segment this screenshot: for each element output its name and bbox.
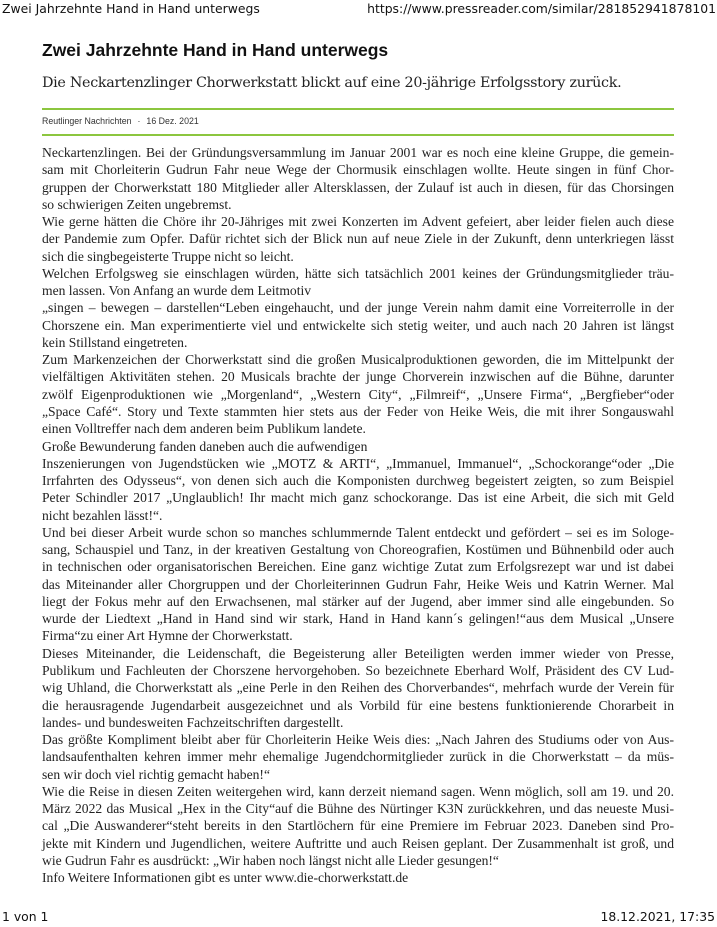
article-line: nicht bezahlen lässt!“. (42, 507, 163, 523)
article-line: Zum Markenzeichen der Chorwerkstatt sind die großen Musicalproduktionen geworden, die im Mittelpunkt der (42, 352, 674, 368)
bottom-divider (42, 134, 674, 136)
article-subtitle: Die Neckartenzlinger Chorwerkstatt blickt auf eine 20-jährige Erfolgsstory zurück. (42, 75, 622, 91)
article-line: landsaufenthalten kehren immer mehr ehemalige Jugendchormitglieder zurück in die Chorwerkstatt – da müs- (42, 749, 674, 765)
article-line: Welchen Erfolgsweg sie einschlagen würden, hätte sich tatsächlich 2001 keines der Gründungsmitglieder träu- (42, 265, 674, 281)
article-line: sang, Schauspiel und Tanz, in der kreativen Gestaltung von Choreografien, Kostümen und Bühnenbild oder auch (42, 542, 674, 558)
print-header (0, 0, 717, 18)
article-line: cal „Die Auswanderer“steht bereits in den Startlöchern für eine Premiere im Februar 2023. Daneben sind Pro- (42, 818, 674, 834)
article-line: Chorszene ein. Man experimentierte viel und entwickelte sich stetig weiter, und auch nach 20 Jahren ist längst (42, 317, 674, 333)
article-line: liegt der Fokus mehr auf den Erwachsenen, mal stärker auf der Jugend, aber immer sind alle eingebunden. So (42, 593, 674, 609)
article-line: Wie gerne hätten die Chöre ihr 20-Jähriges mit zwei Konzerten im Advent gefeiert, aber leider fielen auch diese (42, 214, 674, 230)
article-line: landes- und bundesweiten Fachzeitschriften dargestellt. (42, 714, 344, 730)
article-line: men lassen. Von Anfang an wurde dem Leitmotiv (42, 283, 312, 299)
print-header-url[interactable]: https://www.pressreader.com/similar/281852941878101 (367, 1, 716, 16)
article-line: Publikum und Fachleuten der Chorszene hervorgehoben. So bezeichnete Eberhard Wolf, Präsident des CV Lud- (42, 662, 674, 678)
article-line: Große Bewunderung fanden daneben auch die aufwendigen (42, 438, 368, 454)
article-line: Info Weitere Informationen gibt es unter www.die-chorwerkstatt.de (42, 870, 409, 886)
article-line: März 2022 das Musical „Hex in the City“auf die Bühne des Nürtinger K3N zurückkehren, und das neueste Musi- (42, 801, 674, 817)
print-timestamp: 18.12.2021, 17:35 (600, 909, 715, 924)
article-title: Zwei Jahrzehnte Hand in Hand unterwegs (42, 40, 389, 60)
article-line: Inszenierungen von Jugendstücken wie „MOTZ & ARTI“, „Immanuel, Immanuel“, „Schockorange“oder „Die (42, 455, 674, 471)
article-line: „Space Café“. Story und Texte stammten hier stets aus der Feder von Heike Weis, die mit ihrer Songauswahl (42, 403, 674, 419)
article-line: in technischen oder organisatorischen Bereichen. Eine ganz wichtige Zutat zum Erfolgsrezept war und ist dabei (42, 559, 674, 575)
article-line: wie Gudrun Fahr es ausdrückt: „Wir haben noch längst nicht alle Lieder gesungen!“ (42, 852, 499, 868)
article-meta (42, 116, 199, 126)
article-line: Und bei dieser Arbeit wurde schon so manches schlummernde Talent entdeckt und gefördert – sei es im Sologe- (42, 524, 674, 540)
article-line: gruppen der Chorwerkstatt 180 Mitglieder aller Altersklassen, der Zulauf ist auch in diesen, für das Chorsingen (42, 179, 674, 195)
article-line: vielfältigen Aktivitäten stehen. 20 Musicals brachte der junge Chorverein inzwischen auf die Bühne, darunter (42, 369, 674, 385)
article-line: sen wir doch viel richtig gemacht haben!“ (42, 766, 270, 782)
article-line: wig Uhland, die Chorwerkstatt als „eine Perle in den Reihen des Chorverbandes“, mehrfach wurde der Verein für (42, 680, 674, 696)
article-line: so schwierigen Zeiten ungebremst. (42, 196, 232, 212)
article-line: der Pandemie zum Opfer. Dafür richtet sich der Blick nun auf neue Ziele in der Zukunft, denn unterkriegen lässt (42, 231, 674, 247)
page-count: 1 von 1 (2, 909, 49, 924)
article-line: einen Volltreffer nach dem anderen beim Publikum landete. (42, 421, 366, 437)
article-line: die herausragende Jugendarbeit ausgezeichnet und als Vorbild für eine bestens funktionierende Chorarbeit in (42, 697, 674, 713)
article-line: Neckartenzlingen. Bei der Gründungsversammlung im Januar 2001 war es noch eine kleine Gruppe, die gemein- (42, 145, 674, 160)
article-line: Wie die Reise in diesen Zeiten weitergehen wird, kann derzeit niemand sagen. Wenn möglich, soll am 19. und 20. (42, 783, 674, 799)
article-line: das Miteinander aller Chorgruppen und der Chorleiterinnen Gudrun Fahr, Heike Weis und Katrin Werner. Mal (42, 576, 674, 592)
article-line: sich die singbegeisterte Truppe nicht so leicht. (42, 248, 294, 264)
article-date: 16 Dez. 2021 (146, 116, 199, 126)
top-divider (42, 108, 674, 110)
article-line: Das größte Kompliment bleibt aber für Chorleiterin Heike Weis dies: „Nach Jahren des Studiums oder von Aus- (42, 732, 674, 748)
article-line: wurde der Liedtext „Hand in Hand sind wir stark, Hand in Hand kann´s gelingen!“aus dem Musical „Unsere (42, 611, 674, 627)
article-line: Dieses Miteinander, die Leidenschaft, die Begeisterung aller Beteiligten werden immer wieder von Presse, (42, 645, 674, 661)
print-header-title: Zwei Jahrzehnte Hand in Hand unterwegs (2, 1, 260, 16)
article-body (42, 144, 674, 886)
article-line: zwölf Eigenproduktionen wie „Morgenland“, „Western City“, „Filmreif“, „Unsere Firma“, „Bergfieber“oder (42, 386, 674, 402)
article-line: sam mit Chorleiterin Gudrun Fahr neue Wege der Chormusik einschlagen wollte. Heute singen in fünf Chor- (42, 162, 674, 178)
article-source: Reutlinger Nachrichten (42, 116, 132, 126)
article-line: jekte mit Kindern und Jugendlichen, weitere Auftritte und auch Reisen geplant. Der Zusammenhalt ist groß, und (42, 835, 674, 851)
article-line: Peter Schindler 2017 „Unglaublich! Ihr macht mich ganz schockorange. Das ist eine Arbeit, die sich mit Geld (42, 490, 674, 506)
article-line: Firma“zu einer Art Hymne der Chorwerkstatt. (42, 628, 293, 644)
article-line: kein Stillstand eingetreten. (42, 334, 188, 350)
meta-separator: · (137, 116, 141, 126)
article-line: Irrfahrten des Odysseus“, von denen sich auch die Komponisten durchweg begeistert zeigten, so zum Beispiel (42, 473, 674, 489)
article-line: „singen – bewegen – darstellen“Leben eingehaucht, und der junge Verein nahm damit eine Vorreiterrolle in der (42, 300, 674, 316)
